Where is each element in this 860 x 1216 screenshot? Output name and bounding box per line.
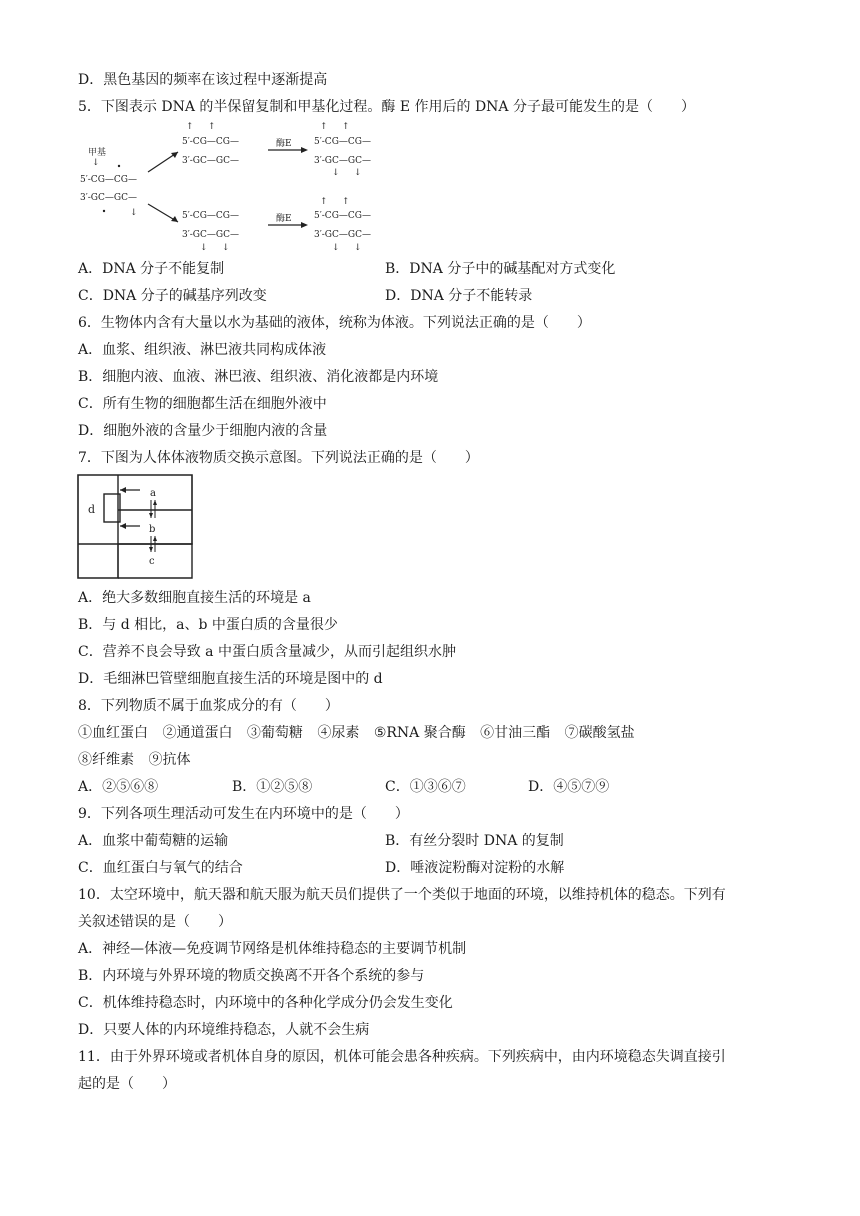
q8-item: ④尿素 bbox=[317, 725, 360, 741]
q7-option-b: B．与 d 相比，a、b 中蛋白质的含量很少 bbox=[78, 617, 338, 633]
svg-text:↓: ↓ bbox=[354, 168, 362, 178]
q8-option-b: B．①②⑤⑧ bbox=[232, 779, 313, 795]
lower-product-bottom: 3′-GC—GC— bbox=[314, 230, 371, 240]
q6-option-c: C．所有生物的细胞都生活在细胞外液中 bbox=[78, 396, 327, 412]
compartment-b-label: b bbox=[149, 524, 156, 535]
q5-option-a: A．DNA 分子不能复制 bbox=[78, 261, 225, 277]
q8-item: ⑦碳酸氢盐 bbox=[564, 725, 635, 741]
q10-option-a: A．神经—体液—免疫调节网络是机体维持稳态的主要调节机制 bbox=[78, 941, 467, 957]
q9-option-d: D．唾液淀粉酶对淀粉的水解 bbox=[385, 860, 565, 876]
q9-option-a: A．血浆中葡萄糖的运输 bbox=[78, 833, 229, 849]
svg-text:↑: ↑ bbox=[208, 122, 216, 132]
svg-text:↓: ↓ bbox=[130, 208, 138, 218]
upper-daughter-bottom: 3′-GC—GC— bbox=[182, 156, 239, 166]
q5-option-d: D．DNA 分子不能转录 bbox=[385, 288, 533, 304]
q6-stem: 6．生物体内含有大量以水为基础的液体，统称为体液。下列说法正确的是（ ） bbox=[78, 315, 591, 331]
svg-text:↓: ↓ bbox=[222, 243, 230, 253]
dna-methylation-figure bbox=[78, 118, 398, 258]
compartment-d-label: d bbox=[88, 503, 96, 516]
q7-option-a: A．绝大多数细胞直接生活的环境是 a bbox=[78, 590, 311, 606]
enzyme-e-label-lower: 酶E bbox=[276, 214, 292, 224]
parent-strand-top: 5′-CG—CG— bbox=[80, 175, 137, 185]
q5-stem: 5．下图表示 DNA 的半保留复制和甲基化过程。酶 E 作用后的 DNA 分子最可能发生的是（ ） bbox=[78, 99, 695, 115]
lower-daughter-bottom: 3′-GC—GC— bbox=[182, 230, 239, 240]
q6-option-a: A．血浆、组织液、淋巴液共同构成体液 bbox=[78, 342, 327, 358]
svg-text:↓: ↓ bbox=[354, 243, 362, 253]
q8-option-d: D．④⑤⑦⑨ bbox=[528, 779, 610, 795]
q5-option-b: B．DNA 分子中的碱基配对方式变化 bbox=[385, 261, 616, 277]
q8-option-c: C．①③⑥⑦ bbox=[385, 779, 466, 795]
q9-option-b: B．有丝分裂时 DNA 的复制 bbox=[385, 833, 564, 849]
lower-product-top: 5′-CG—CG— bbox=[314, 211, 371, 221]
q9-stem: 9．下列各项生理活动可发生在内环境中的是（ ） bbox=[78, 806, 409, 822]
compartment-c-label: c bbox=[149, 556, 155, 567]
q6-option-d: D．细胞外液的含量少于细胞内液的含量 bbox=[78, 423, 328, 439]
q8-item-list-row1 bbox=[78, 723, 635, 743]
q10-stem-line1: 10．太空环境中，航天器和航天服为航天员们提供了一个类似于地面的环境，以维持机体的稳态。下列有 bbox=[78, 887, 726, 903]
svg-text:↓: ↓ bbox=[332, 168, 340, 178]
upper-daughter-top: 5′-CG—CG— bbox=[182, 137, 239, 147]
upper-product-bottom: 3′-GC—GC— bbox=[314, 156, 371, 166]
q8-item: ①血红蛋白 bbox=[78, 725, 148, 741]
svg-text:↓: ↓ bbox=[200, 243, 208, 253]
q8-item: ③葡萄糖 bbox=[246, 725, 303, 741]
q10-option-c: C．机体维持稳态时，内环境中的各种化学成分仍会发生变化 bbox=[78, 995, 453, 1011]
lower-daughter-top: 5′-CG—CG— bbox=[182, 211, 239, 221]
svg-text:↓: ↓ bbox=[92, 158, 100, 168]
q10-option-d: D．只要人体的内环境维持稳态，人就不会生病 bbox=[78, 1022, 370, 1038]
compartment-a-label: a bbox=[150, 488, 156, 499]
svg-text:↑: ↑ bbox=[342, 197, 350, 207]
q4-option-d: D．黑色基因的频率在该过程中逐渐提高 bbox=[78, 72, 328, 88]
q8-item: ⑨抗体 bbox=[148, 752, 191, 768]
body-fluid-exchange-figure bbox=[76, 474, 196, 582]
q7-stem: 7．下图为人体体液物质交换示意图。下列说法正确的是（ ） bbox=[78, 450, 479, 466]
q11-stem-line2: 起的是（ ） bbox=[78, 1076, 176, 1092]
svg-text:↑: ↑ bbox=[186, 122, 194, 132]
q8-option-a: A．②⑤⑥⑧ bbox=[78, 779, 159, 795]
q5-option-c: C．DNA 分子的碱基序列改变 bbox=[78, 288, 267, 304]
q9-option-c: C．血红蛋白与氧气的结合 bbox=[78, 860, 243, 876]
q11-stem-line1: 11．由于外界环境或者机体自身的原因，机体可能会患各种疾病。下列疾病中，由内环境稳态失调直接引 bbox=[78, 1049, 726, 1065]
methyl-label: 甲基 bbox=[88, 148, 107, 158]
svg-text:↑: ↑ bbox=[320, 197, 328, 207]
q10-stem-line2: 关叙述错误的是（ ） bbox=[78, 914, 232, 930]
q6-option-b: B．细胞内液、血液、淋巴液、组织液、消化液都是内环境 bbox=[78, 369, 439, 385]
q7-option-c: C．营养不良会导致 a 中蛋白质含量减少，从而引起组织水肿 bbox=[78, 644, 456, 660]
parent-strand-bottom: 3′-GC—GC— bbox=[80, 193, 137, 203]
q10-option-b: B．内环境与外界环境的物质交换离不开各个系统的参与 bbox=[78, 968, 425, 984]
svg-text:↓: ↓ bbox=[332, 243, 340, 253]
q8-stem: 8．下列物质不属于血浆成分的有（ ） bbox=[78, 698, 339, 714]
svg-text:↑: ↑ bbox=[320, 122, 328, 132]
q7-option-d: D．毛细淋巴管壁细胞直接生活的环境是图中的 d bbox=[78, 671, 383, 687]
q8-item: ⑤RNA 聚合酶 bbox=[373, 725, 466, 741]
q8-item: ⑥甘油三酯 bbox=[480, 725, 551, 741]
q8-item: ⑧纤维素 bbox=[78, 752, 134, 768]
q8-item-list-row2 bbox=[78, 750, 190, 770]
q8-item: ②通道蛋白 bbox=[162, 725, 233, 741]
enzyme-e-label-upper: 酶E bbox=[276, 139, 292, 149]
upper-product-top: 5′-CG—CG— bbox=[314, 137, 371, 147]
svg-text:↑: ↑ bbox=[342, 122, 350, 132]
